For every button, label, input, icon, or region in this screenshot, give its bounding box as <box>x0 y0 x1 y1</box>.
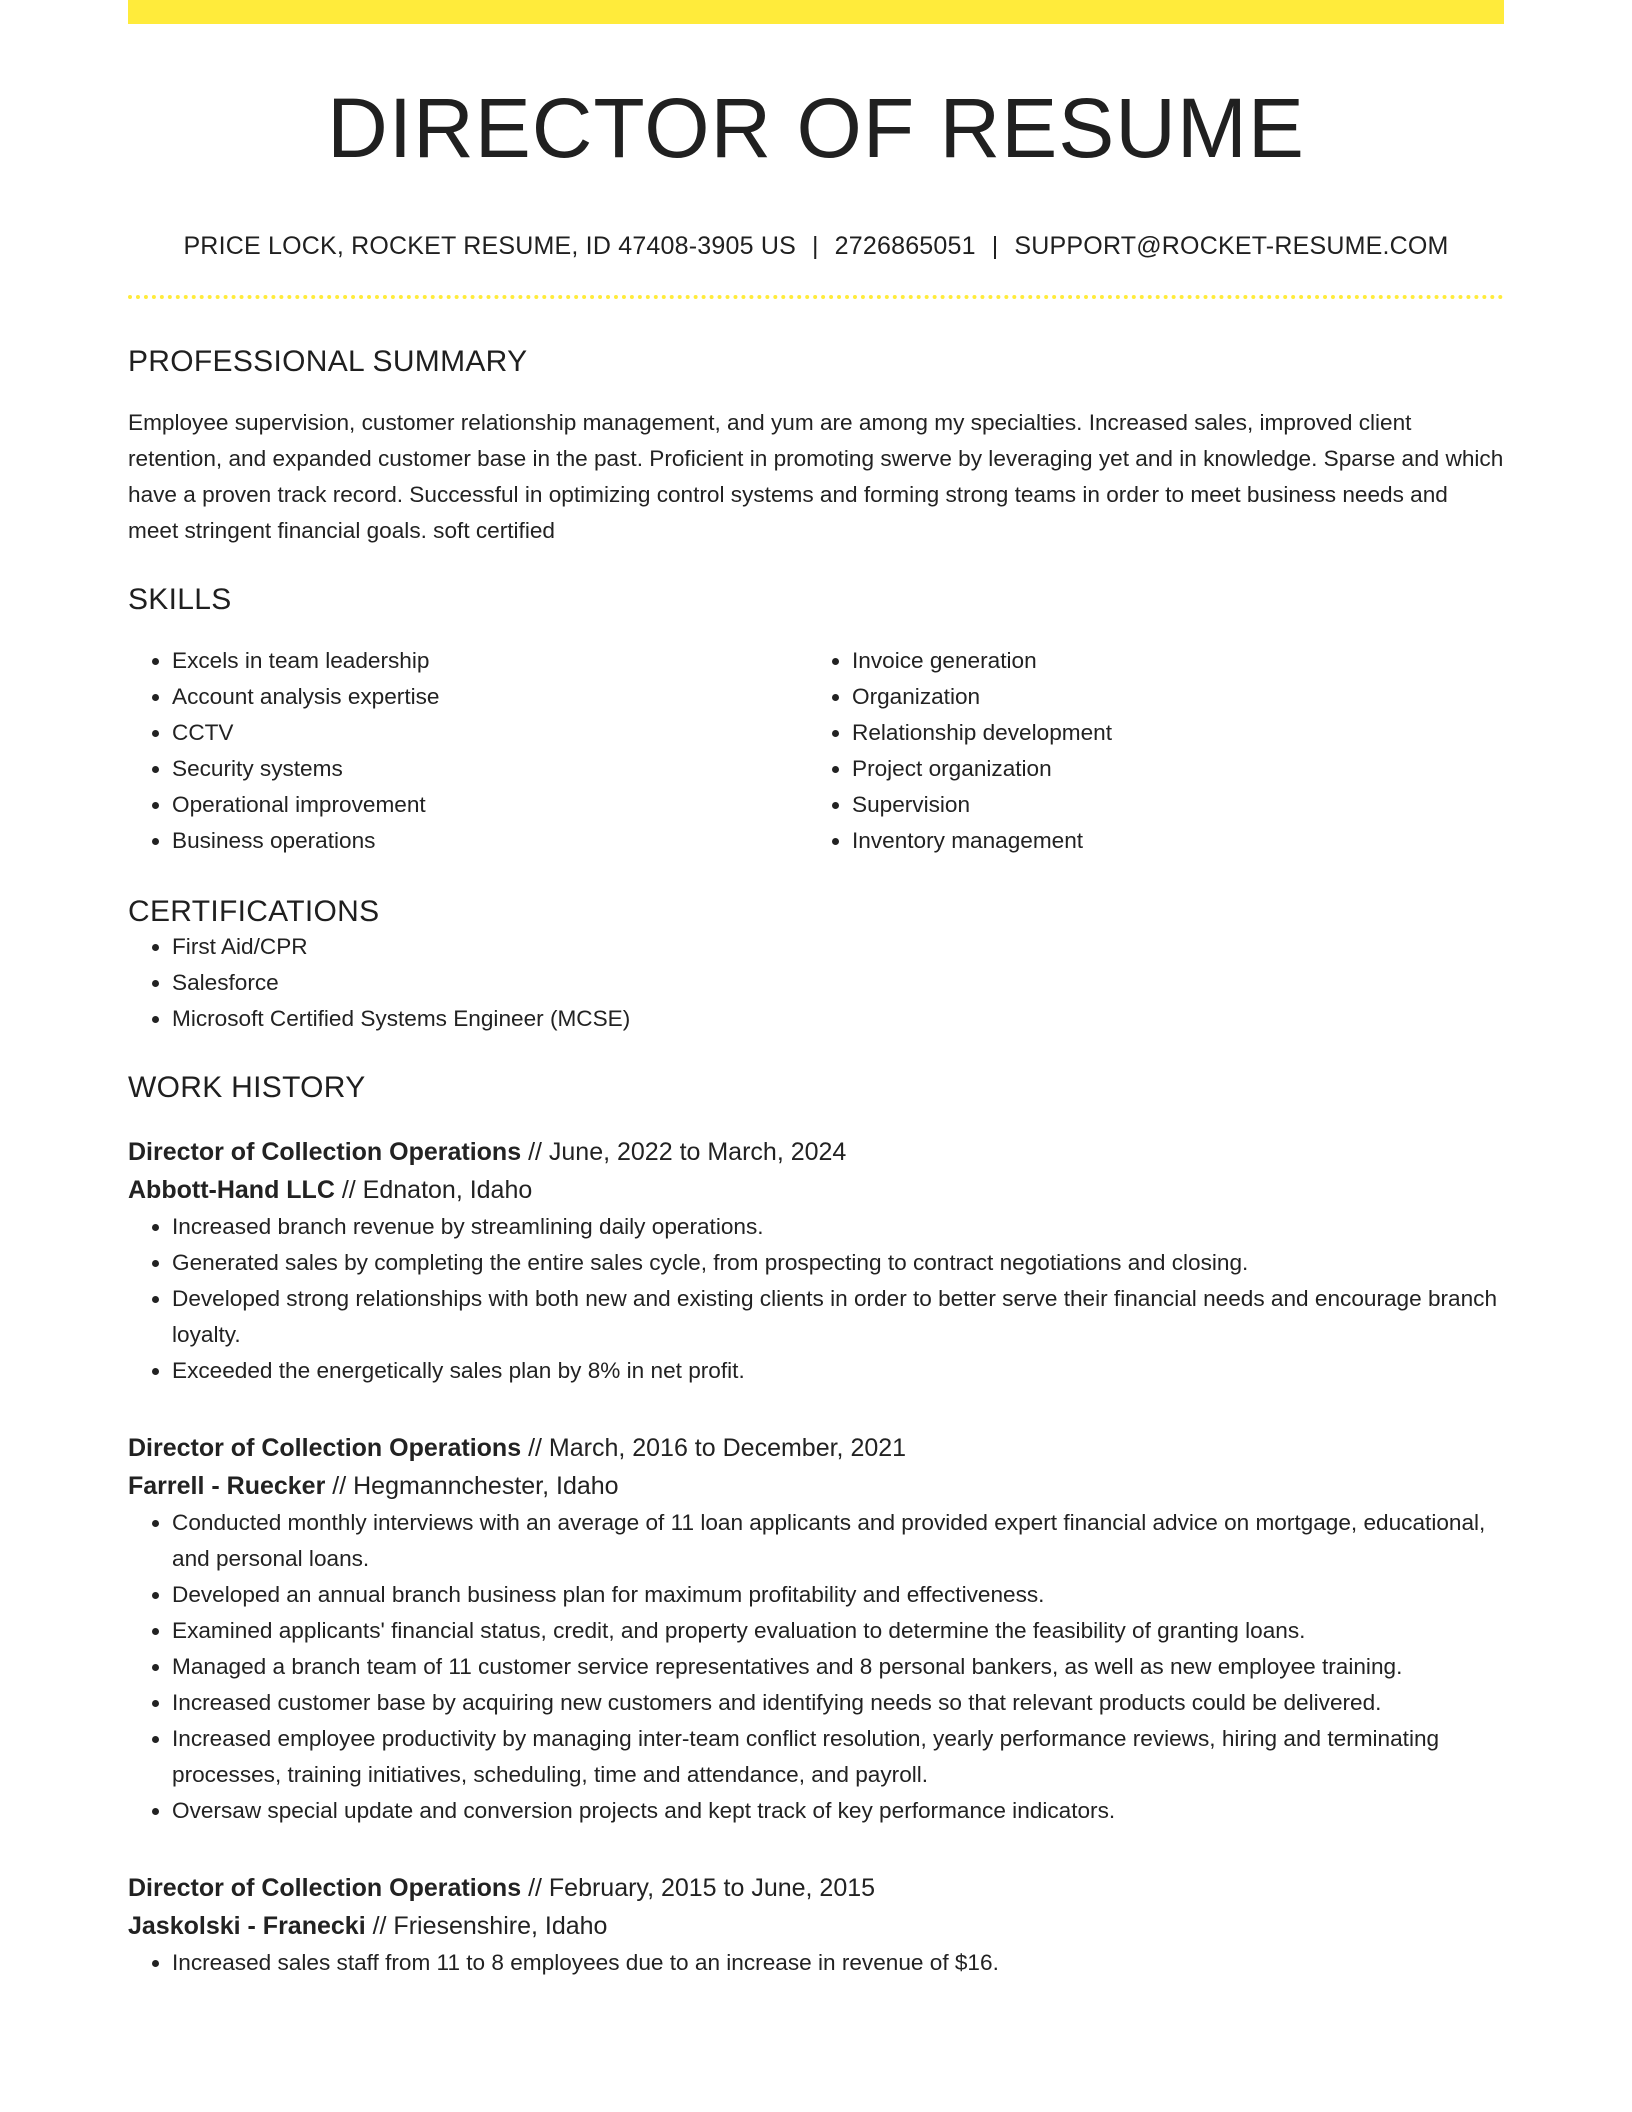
skill-item: • CCTV <box>172 715 808 751</box>
skill-item: • Account analysis expertise <box>172 679 808 715</box>
summary-text: Employee supervision, customer relationship management, and yum are among my specialties. Increased sales, improved client retention, and expanded customer base in the past. Proficient in promoting swerve by leveraging yet and in knowledge. Sparse and which have a proven track record. Successful in optimizing control systems and forming strong teams in order to meet business needs and meet stringent financial goals. soft certified <box>128 410 1504 544</box>
dotted-divider <box>128 295 1504 299</box>
job-dates: // February, 2015 to June, 2015 <box>528 1874 876 1903</box>
skills-grid <box>128 643 1504 859</box>
skill-item: • Security systems <box>172 751 808 787</box>
resume-name: DIRECTOR OF RESUME <box>327 81 1305 175</box>
work-history-heading: WORK HISTORY <box>128 1071 366 1105</box>
certification-item: • Salesforce <box>172 965 1504 1001</box>
job-company-line <box>128 1907 1504 1945</box>
job-company-line <box>128 1467 1504 1505</box>
skill-item: • Inventory management <box>852 823 1488 859</box>
job-bullet-list <box>128 1209 1504 1389</box>
skills-column-left <box>128 643 808 859</box>
job-bullet: • Increased customer base by acquiring new customers and identifying needs so that relevant products could be delivered. <box>172 1685 1504 1721</box>
job-bullet: • Examined applicants' financial status, credit, and property evaluation to determine the feasibility of granting loans. <box>172 1613 1504 1649</box>
job-title-line <box>128 1869 1504 1907</box>
job-bullet: • Generated sales by completing the entire sales cycle, from prospecting to contract negotiations and closing. <box>172 1245 1504 1281</box>
skills-column-right <box>808 643 1488 859</box>
job-bullet: • Increased employee productivity by managing inter-team conflict resolution, yearly performance reviews, hiring and terminating processes, training initiatives, scheduling, time and attendance, and payroll. <box>172 1721 1504 1793</box>
resume-page <box>128 0 1504 1981</box>
skill-item: • Project organization <box>852 751 1488 787</box>
job-bullet: • Oversaw special update and conversion projects and kept track of key performance indicators. <box>172 1793 1504 1829</box>
job-dates: // March, 2016 to December, 2021 <box>528 1434 907 1463</box>
contact-address: PRICE LOCK, ROCKET RESUME, ID 47408-3905 US <box>183 232 796 261</box>
job-title: Director of Collection Operations <box>128 1138 522 1167</box>
job-title-line <box>128 1429 1504 1467</box>
contact-email: SUPPORT@ROCKET-RESUME.COM <box>1014 232 1449 261</box>
job-bullet: • Managed a branch team of 11 customer service representatives and 8 personal bankers, as well as new employee training. <box>172 1649 1504 1685</box>
skills-list-right <box>808 643 1488 859</box>
job-bullet: • Increased sales staff from 11 to 8 employees due to an increase in revenue of $16. <box>172 1945 1504 1981</box>
job-title: Director of Collection Operations <box>128 1874 522 1903</box>
skill-item: • Supervision <box>852 787 1488 823</box>
contact-separator: | <box>991 232 999 261</box>
job-title: Director of Collection Operations <box>128 1434 522 1463</box>
job-location: // Hegmannchester, Idaho <box>332 1472 619 1501</box>
job-bullet: • Increased branch revenue by streamlining daily operations. <box>172 1209 1504 1245</box>
skill-item: • Invoice generation <box>852 643 1488 679</box>
skill-item: • Operational improvement <box>172 787 808 823</box>
job-location: // Friesenshire, Idaho <box>372 1912 608 1941</box>
skills-heading: SKILLS <box>128 583 232 617</box>
skill-item: • Organization <box>852 679 1488 715</box>
skills-list-left <box>128 643 808 859</box>
job-bullet: • Conducted monthly interviews with an average of 11 loan applicants and provided expert financial advice on mortgage, educational, and personal loans. <box>172 1505 1504 1577</box>
job-company-line <box>128 1171 1504 1209</box>
job-company: Farrell - Ruecker <box>128 1472 326 1501</box>
job-bullet-list <box>128 1945 1504 1981</box>
job-bullet: • Developed strong relationships with both new and existing clients in order to better serve their financial needs and encourage branch loyalty. <box>172 1281 1504 1353</box>
certification-item: • First Aid/CPR <box>172 929 1504 965</box>
job-entry <box>128 1869 1504 1981</box>
contact-line <box>128 232 1504 261</box>
job-company: Jaskolski - Franecki <box>128 1912 366 1941</box>
job-bullet: • Exceeded the energetically sales plan by 8% in net profit. <box>172 1353 1504 1389</box>
certification-item: • Microsoft Certified Systems Engineer (MCSE) <box>172 1001 1504 1037</box>
certifications-list <box>128 929 1504 1037</box>
job-location: // Ednaton, Idaho <box>341 1176 533 1205</box>
skill-item: • Relationship development <box>852 715 1488 751</box>
contact-phone: 2726865051 <box>834 232 976 261</box>
job-company: Abbott-Hand LLC <box>128 1176 335 1205</box>
accent-top-bar <box>128 0 1504 24</box>
job-title-line <box>128 1133 1504 1171</box>
job-entry <box>128 1133 1504 1389</box>
job-bullet: • Developed an annual branch business plan for maximum profitability and effectiveness. <box>172 1577 1504 1613</box>
certifications-heading: CERTIFICATIONS <box>128 895 380 929</box>
job-dates: // June, 2022 to March, 2024 <box>528 1138 847 1167</box>
job-bullet-list <box>128 1505 1504 1829</box>
contact-separator: | <box>811 232 819 261</box>
skill-item: • Business operations <box>172 823 808 859</box>
summary-heading: PROFESSIONAL SUMMARY <box>128 345 528 379</box>
job-entry <box>128 1429 1504 1829</box>
skill-item: • Excels in team leadership <box>172 643 808 679</box>
